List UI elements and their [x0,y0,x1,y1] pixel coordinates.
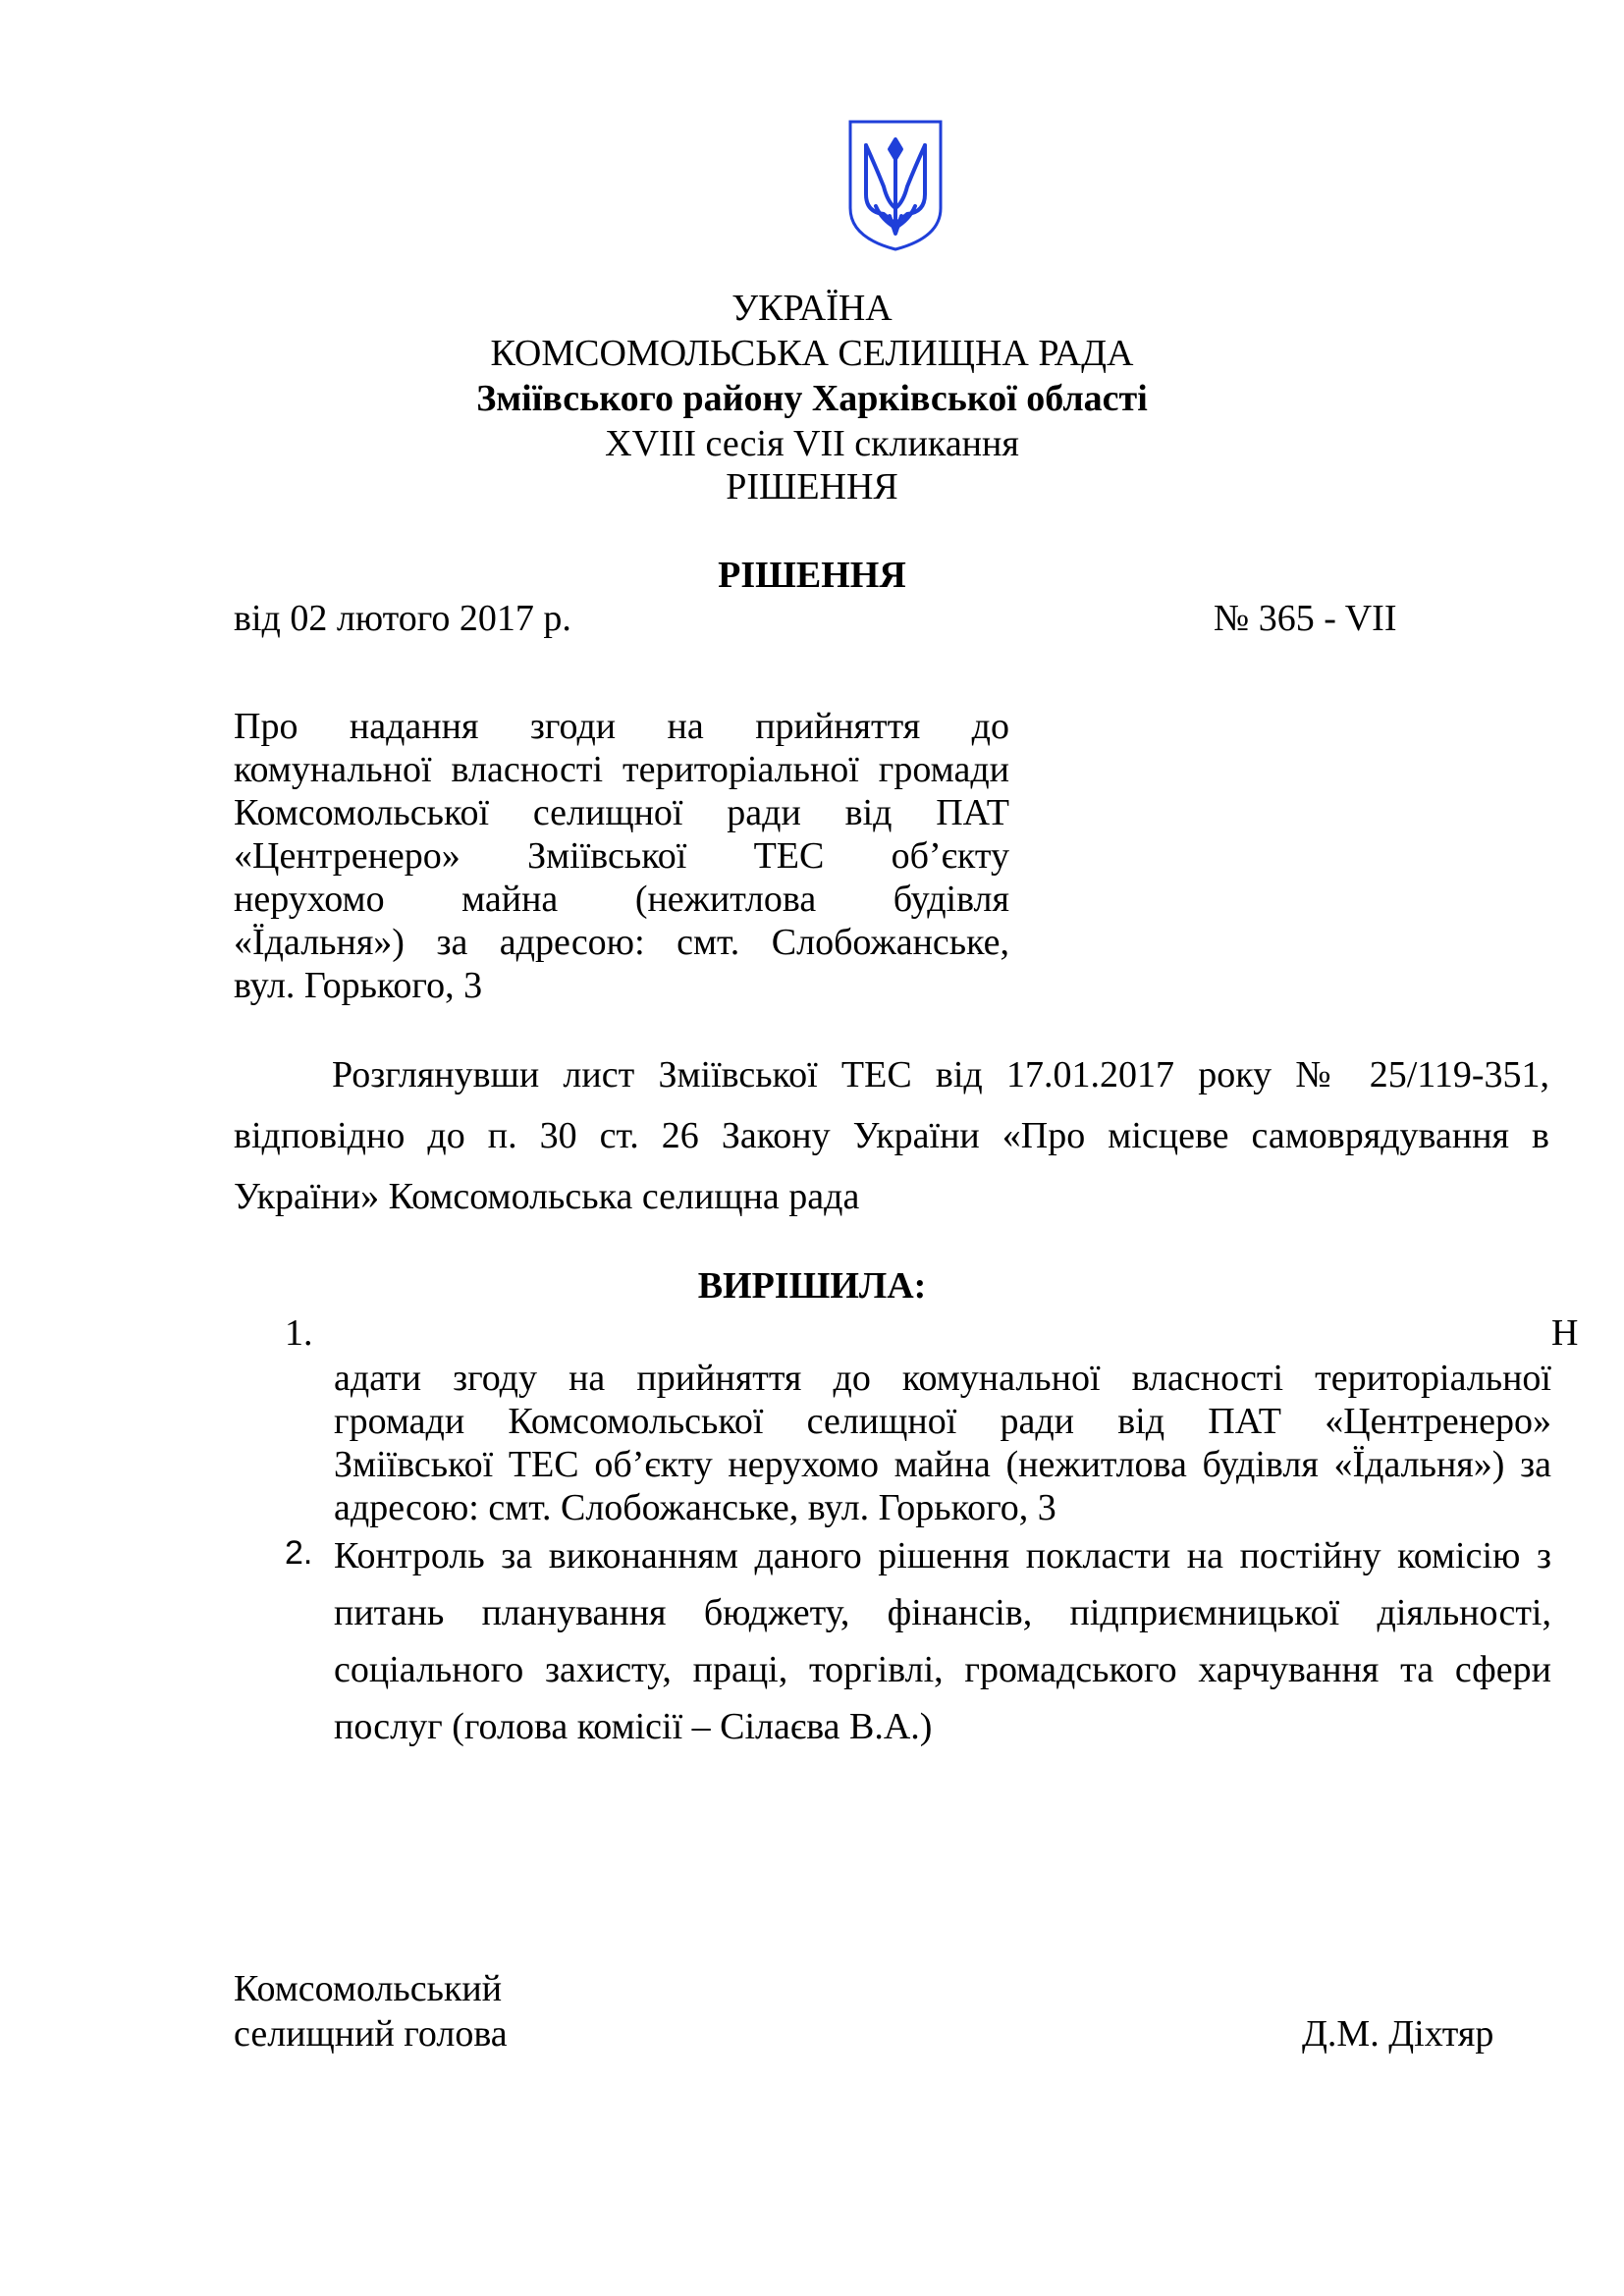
signatory-name: Д.М. Діхтяр [1302,2013,1494,2055]
item-number: 1. [285,1312,313,1354]
subject-line: Про надання згоди на прийняття до [234,706,1009,747]
preamble-block [234,1044,1549,1227]
subject-block [234,705,1009,1007]
item-text-block [334,1527,1551,1755]
signatory-title-line: селищний голова [234,2013,508,2055]
decision-title: РІШЕННЯ [718,555,906,596]
preamble-line: відповідно до п. 30 ст. 26 Закону України «Про місцеве самоврядування в [234,1115,1549,1156]
doc-type-heading: РІШЕННЯ [726,466,898,507]
item-line: адресою: смт. Слобожанське, вул. Горького, 3 [334,1487,1056,1528]
item-number: 2. [285,1534,313,1572]
item-line: послуг (голова комісії – Сілаєва В.А.) [334,1706,933,1747]
session-heading: XVIII сесія VII скликання [605,423,1019,464]
decision-number: № 365 - VІІ [1214,598,1397,639]
item-first-char: Н [1551,1312,1579,1354]
item-line: громади Комсомольської селищної ради від ПАТ «Центренеро» [334,1401,1551,1442]
ukraine-trident-icon [846,118,945,253]
subject-line: комунальної власності територіальної громади [234,749,1009,790]
district-heading: Зміївського району Харківської області [476,378,1148,419]
item-line: питань планування бюджету, фінансів, підприємницької діяльності, [334,1592,1551,1633]
signatory-title-line: Комсомольський [234,1968,503,2009]
council-heading: КОМСОМОЛЬСЬКА СЕЛИЩНА РАДА [490,333,1134,374]
preamble-line: України» Комсомольська селищна рада [234,1176,860,1217]
item-line: Контроль за виконанням даного рішення покласти на постійну комісію з [334,1535,1551,1576]
item-line: адати згоду на прийняття до комунальної власності територіальної [334,1358,1551,1399]
decision-date: від 02 лютого 2017 р. [234,598,571,639]
preamble-line: Розглянувши лист Зміївської ТЕС від 17.01.2017 року № 25/119-351, [332,1054,1549,1095]
item-line: Зміївської ТЕС об’єкту нерухомо майна (нежитлова будівля «Їдальня») за [334,1444,1551,1485]
subject-line: вул. Горького, 3 [234,965,483,1006]
item-text-block [334,1357,1551,1529]
subject-line: нерухомо майна (нежитлова будівля [234,879,1009,920]
subject-line: Комсомольської селищної ради від ПАТ [234,792,1009,833]
subject-line: «Їдальня») за адресою: смт. Слобожанське, [234,922,1009,963]
decided-heading: ВИРІШИЛА: [697,1265,927,1307]
item-line: соціального захисту, праці, торгівлі, громадського харчування та сфери [334,1649,1551,1690]
subject-line: «Центренеро» Зміївської ТЕС об’єкту [234,835,1009,877]
country-heading: УКРАЇНА [731,288,893,329]
